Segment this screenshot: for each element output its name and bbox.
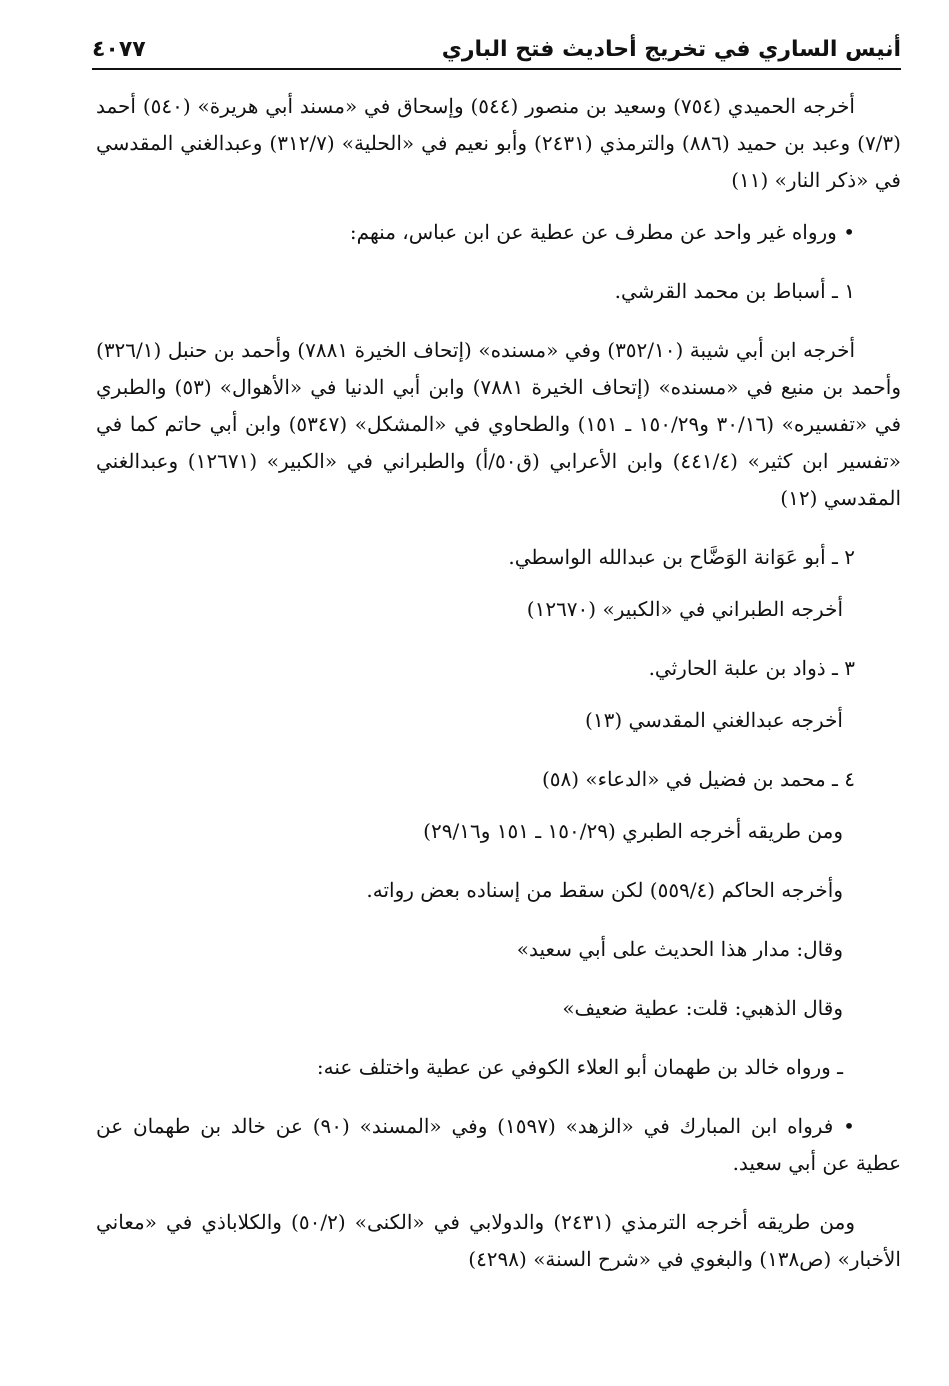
paragraph-takhrij-dhawad: أخرجه عبدالغني المقدسي (١٣) — [585, 708, 843, 732]
list-item-1-heading: ١ ـ أسباط بن محمد القرشي. — [614, 279, 855, 303]
list-item-4-heading: ٤ ـ محمد بن فضيل في «الدعاء» (٥٨) — [541, 767, 855, 791]
paragraph-riwaya-intro: • ورواه غير واحد عن مطرف عن عطية عن ابن عباس، منهم: — [349, 220, 855, 244]
book-title: أنيس الساري في تخريج أحاديث فتح الباري — [441, 36, 901, 62]
paragraph-ibn-mubarak: • فرواه ابن المبارك في «الزهد» (١٥٩٧) وفي «المسند» (٩٠) عن خالد بن طهمان عن عطية عن أبي سعيد. — [96, 1114, 901, 1175]
list-item-3-heading: ٣ ـ ذواد بن علبة الحارثي. — [648, 656, 855, 680]
paragraph-hakim-quote: وقال: مدار هذا الحديث على أبي سعيد» — [516, 937, 843, 961]
paragraph-takhrij-1: أخرجه الحميدي (٧٥٤) وسعيد بن منصور (٥٤٤) وإسحاق في «مسند أبي هريرة» (٥٤٠) أحمد (٧/٣) وعبد بن حميد (٨٨٦) والترمذي (٢٤٣١) وأبو نعيم في «الحلية» (٣١٢/٧) وعبدالغني المقدسي في «ذكر النار» (١١) — [96, 94, 901, 192]
header-divider — [92, 68, 901, 70]
page-body — [96, 88, 901, 1293]
page-number: ٤٠٧٧ — [92, 36, 146, 62]
list-item-2-heading: ٢ ـ أبو عَوَانة الوَضَّاح بن عبدالله الواسطي. — [508, 545, 855, 569]
paragraph-tabari: ومن طريقه أخرجه الطبري (١٥٠/٢٩ ـ ١٥١ و٢٩/١٦) — [423, 819, 843, 843]
paragraph-takhrij-abu-awana: أخرجه الطبراني في «الكبير» (١٢٦٧٠) — [526, 597, 843, 621]
paragraph-khalid-intro: ـ ورواه خالد بن طهمان أبو العلاء الكوفي عن عطية واختلف عنه: — [316, 1055, 843, 1079]
paragraph-takhrij-asbat: أخرجه ابن أبي شيبة (٣٥٢/١٠) وفي «مسنده» (إتحاف الخيرة ٧٨٨١) وأحمد بن حنبل (٣٢٦/١) وأحمد بن منيع في «مسنده» (إتحاف الخيرة ٧٨٨١) وابن أبي الدنيا في «الأهوال» (٥٣) والطبري في «تفسيره» (٣٠/١٦ و١٥٠/٢٩ ـ ١٥١) والطحاوي في «المشكل» (٥٣٤٧) وابن أبي حاتم كما في «تفسير ابن كثير» (٤٤١/٤) وابن الأعرابي (ق٥٠/أ) والطبراني في «الكبير» (١٢٦٧١) وعبدالغني المقدسي (١٢) — [96, 338, 902, 510]
paragraph-hakim: وأخرجه الحاكم (٥٥٩/٤) لكن سقط من إسناده بعض رواته. — [366, 878, 843, 902]
paragraph-tirmidhi-route: ومن طريقه أخرجه الترمذي (٢٤٣١) والدولابي في «الكنى» (٥٠/٢) والكلاباذي في «معاني الأخبار» (ص١٣٨) والبغوي في «شرح السنة» (٤٢٩٨) — [96, 1210, 901, 1271]
running-header — [92, 30, 901, 68]
paragraph-dhahabi-quote: وقال الذهبي: قلت: عطية ضعيف» — [562, 996, 843, 1020]
